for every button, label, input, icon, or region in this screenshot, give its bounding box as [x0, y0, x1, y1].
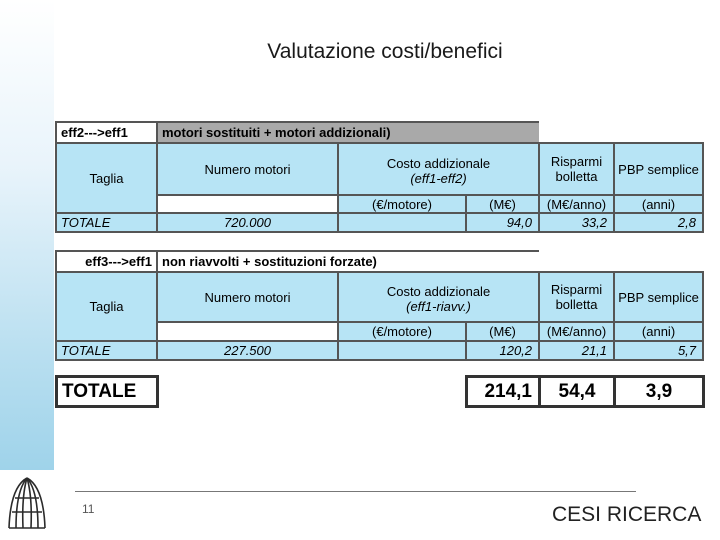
- table2-totale-pbp: 5,7: [614, 341, 703, 360]
- table2-header-numero: Numero motori: [157, 272, 338, 322]
- table1-totale-numero: 720.000: [157, 213, 338, 232]
- table2-unit-anni: (anni): [614, 322, 703, 341]
- table1-header-pbp: PBP semplice: [614, 143, 703, 195]
- table1-label-right: motori sostituiti + motori addizionali): [157, 122, 539, 143]
- table1-header-taglia: Taglia: [56, 143, 157, 213]
- table2-header-costo: [338, 272, 539, 322]
- table1-header-risparmi: Risparmi bolletta: [539, 143, 614, 195]
- cesi-ricerca-logo: CESI RICERCA: [552, 503, 702, 526]
- table2-header-costo-sub: (eff1-riavv.): [406, 299, 471, 314]
- table1-label-left: eff2--->eff1: [56, 122, 157, 143]
- table2-units-empty: [157, 322, 338, 341]
- table2-totale-risparmi: 21,1: [539, 341, 614, 360]
- table1-totale-costo: 94,0: [466, 213, 539, 232]
- table2-header-risparmi: Risparmi bolletta: [539, 272, 614, 322]
- table2-label-left: eff3--->eff1: [56, 251, 157, 272]
- slide-title: Valutazione costi/benefici: [267, 40, 503, 63]
- grand-total-pbp: 3,9: [615, 377, 704, 407]
- page-number: 11: [82, 502, 95, 516]
- table2-header-costo-label: Costo addizionale: [386, 284, 491, 299]
- table1-totale-risparmi: 33,2: [539, 213, 614, 232]
- table2-totale-numero: 227.500: [157, 341, 338, 360]
- table2-totale-empty: [338, 341, 466, 360]
- grand-total-table: [55, 375, 705, 408]
- grand-total-label: TOTALE: [57, 377, 158, 407]
- table1-units-empty: [157, 195, 338, 213]
- table1-header-costo-label: Costo addizionale: [386, 156, 491, 171]
- table2-header-pbp: PBP semplice: [614, 272, 703, 322]
- grand-total-risparmi: 54,4: [540, 377, 615, 407]
- table2-header-taglia: Taglia: [56, 272, 157, 341]
- table1-unit-meur: (M€): [466, 195, 539, 213]
- table2-totale-label: TOTALE: [56, 341, 157, 360]
- table1-totale-label: TOTALE: [56, 213, 157, 232]
- table1-unit-anni: (anni): [614, 195, 703, 213]
- table1-unit-eur-motore: (€/motore): [338, 195, 466, 213]
- side-gradient-bar: [0, 0, 54, 470]
- table2-totale-costo: 120,2: [466, 341, 539, 360]
- table1-header-costo: [338, 143, 539, 195]
- table-eff2-eff1: [55, 121, 704, 233]
- table1-totale-empty: [338, 213, 466, 232]
- table1-header-costo-sub: (eff1-eff2): [410, 171, 467, 186]
- table1-totale-pbp: 2,8: [614, 213, 703, 232]
- grand-total-costo: 214,1: [467, 377, 540, 407]
- table1-unit-meur-anno: (M€/anno): [539, 195, 614, 213]
- confindustria-logo-icon: [6, 476, 48, 534]
- table-eff3-eff1: [55, 250, 704, 361]
- table1-header-numero: Numero motori: [157, 143, 338, 195]
- footer-divider: [75, 491, 636, 492]
- table2-unit-eur-motore: (€/motore): [338, 322, 466, 341]
- table2-label-right: non riavvolti + sostituzioni forzate): [157, 251, 539, 272]
- table2-unit-meur-anno: (M€/anno): [539, 322, 614, 341]
- table2-unit-meur: (M€): [466, 322, 539, 341]
